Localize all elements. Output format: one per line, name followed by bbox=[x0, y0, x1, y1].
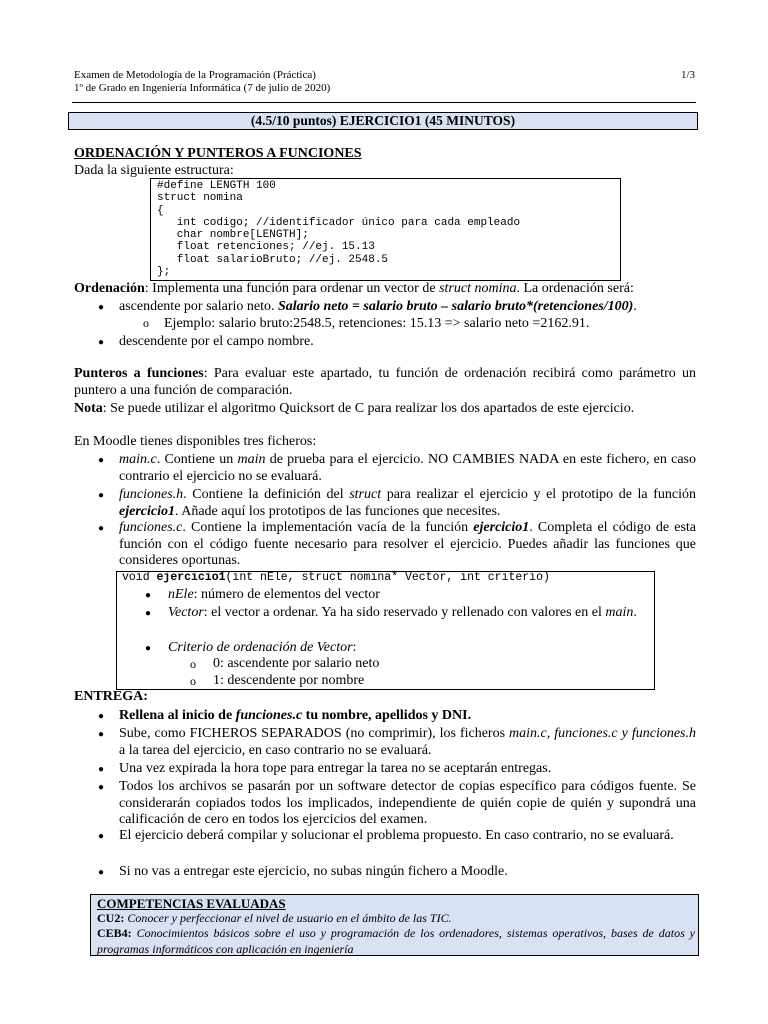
exercise-banner: (4.5/10 puntos) EJERCICIO1 (45 MINUTOS) bbox=[68, 112, 698, 130]
ordenacion-example: Ejemplo: salario bruto:2548.5, retenciones: 15.13 => salario neto =2162.91. bbox=[164, 316, 590, 331]
competencia-cu2: CU2: Conocer y perfeccionar el nivel de usuario en el ámbito de las TIC. bbox=[97, 911, 452, 925]
entrega-item-3: Una vez expirada la hora tope para entregar la tarea no se aceptarán entregas. bbox=[119, 761, 552, 776]
header-line-2: 1º de Grado en Ingeniería Informática (7 de julio de 2020) bbox=[74, 82, 331, 94]
param-criterio: Criterio de ordenación de Vector: bbox=[168, 640, 357, 655]
entrega-item-6: Si no vas a entregar este ejercicio, no subas ningún fichero a Moodle. bbox=[119, 864, 508, 879]
entrega-title: ENTREGA: bbox=[74, 689, 148, 704]
param-nele: nEle: número de elementos del vector bbox=[168, 587, 380, 602]
ordenacion-item-1: ascendente por salario neto. Salario neto = salario bruto – salario bruto*(retenciones/100). bbox=[119, 299, 637, 314]
nota-paragraph: Nota: Se puede utilizar el algoritmo Quicksort de C para realizar los dos apartados de este ejercicio. bbox=[74, 401, 635, 416]
function-signature: void ejercicio1(int nEle, struct nomina* Vector, int criterio) bbox=[122, 571, 550, 584]
function-signature-box bbox=[116, 571, 655, 690]
header-line-1: Examen de Metodología de la Programación (Práctica) bbox=[74, 69, 316, 81]
punteros-paragraph: Punteros a funciones: Para evaluar este apartado, tu función de ordenación recibirá como parámetro un puntero a una función de comparación. bbox=[74, 366, 696, 398]
bullet-icon: ● bbox=[98, 302, 105, 313]
bullet-icon: ● bbox=[98, 523, 105, 534]
ordenacion-item-2: descendente por el campo nombre. bbox=[119, 334, 314, 349]
bullet-icon: ● bbox=[98, 455, 105, 466]
bullet-icon: ● bbox=[98, 782, 105, 793]
param-vector: Vector: el vector a ordenar. Ya ha sido reservado y rellenado con valores en el main. bbox=[168, 605, 637, 620]
ordenacion-paragraph: Ordenación: Implementa una función para ordenar un vector de struct nomina. La ordenación será: bbox=[74, 281, 634, 296]
bullet-icon: ● bbox=[98, 711, 105, 722]
sub-bullet-icon: o bbox=[190, 657, 196, 671]
header-divider bbox=[72, 102, 696, 103]
struct-code: #define LENGTH 100 struct nomina { int codigo; //identificador único para cada empleado char nombre[LENGTH]; float retenciones; //ej. 15.13 float salarioBruto; //ej. 2548.5 }; bbox=[157, 180, 521, 279]
nota-label: Nota bbox=[74, 401, 103, 416]
moodle-intro: En Moodle tienes disponibles tres ficheros: bbox=[74, 434, 317, 449]
competencias-box bbox=[90, 894, 699, 956]
sub-bullet-icon: o bbox=[190, 674, 196, 688]
criterio-option-1: 1: descendente por nombre bbox=[213, 673, 365, 688]
bullet-icon: ● bbox=[98, 867, 105, 878]
bullet-icon: ● bbox=[145, 590, 152, 601]
bullet-icon: ● bbox=[98, 337, 105, 348]
sub-bullet-icon: o bbox=[143, 316, 149, 330]
file-item-funciones-c: funciones.c. Contiene la implementación vacía de la función ejercicio1. Completa el código de esta función con el código fuente necesario para resolver el ejercicio. Puedes añadir las funciones que consideres oportunas. bbox=[119, 520, 696, 568]
punteros-label: Punteros a funciones bbox=[74, 366, 204, 381]
competencia-ceb4: CEB4: Conocimientos básicos sobre el uso y programación de los ordenadores, sistemas operativos, bases de datos y programas informáticos con aplicación en ingeniería bbox=[97, 926, 695, 956]
criterio-option-0: 0: ascendente por salario neto bbox=[213, 656, 380, 671]
section-title: ORDENACIÓN Y PUNTEROS A FUNCIONES bbox=[74, 146, 362, 161]
intro-text: Dada la siguiente estructura: bbox=[74, 163, 234, 178]
bullet-icon: ● bbox=[98, 831, 105, 842]
competencias-title: COMPETENCIAS EVALUADAS bbox=[97, 896, 286, 911]
entrega-item-4: Todos los archivos se pasarán por un software detector de copias específico para códigos fuente. Se considerarán copiados todos los implicados, independiente de quién copie de quién y supondrá una calificación de cero en todos los ejercicios del examen. bbox=[119, 779, 696, 827]
bullet-icon: ● bbox=[98, 490, 105, 501]
file-item-funciones-h: funciones.h. Contiene la definición del struct para realizar el ejercicio y el prototipo de la función ejercicio1. Añade aquí los prototipos de las funciones que necesites. bbox=[119, 487, 697, 519]
page-number: 1/3 bbox=[680, 69, 695, 81]
bullet-icon: ● bbox=[98, 729, 105, 740]
file-item-main: main.c. Contiene un main de prueba para el ejercicio. NO CAMBIES NADA en este fichero, en caso contrario el ejercicio no se evaluará. bbox=[119, 452, 696, 484]
struct-code-box bbox=[150, 178, 621, 281]
bullet-icon: ● bbox=[98, 764, 105, 775]
entrega-item-5: El ejercicio deberá compilar y solucionar el problema propuesto. En caso contrario, no se evaluará. bbox=[119, 828, 674, 843]
exam-header bbox=[74, 69, 330, 95]
entrega-item-2: Sube, como FICHEROS SEPARADOS (no comprimir), los ficheros main.c, funciones.c y funciones.h a la tarea del ejercicio, en caso contrario no se evaluará. bbox=[119, 726, 696, 758]
bullet-icon: ● bbox=[145, 608, 152, 619]
bullet-icon: ● bbox=[145, 643, 152, 654]
ordenacion-label: Ordenación bbox=[74, 281, 145, 296]
entrega-item-1: Rellena al inicio de funciones.c tu nombre, apellidos y DNI. bbox=[119, 708, 472, 723]
